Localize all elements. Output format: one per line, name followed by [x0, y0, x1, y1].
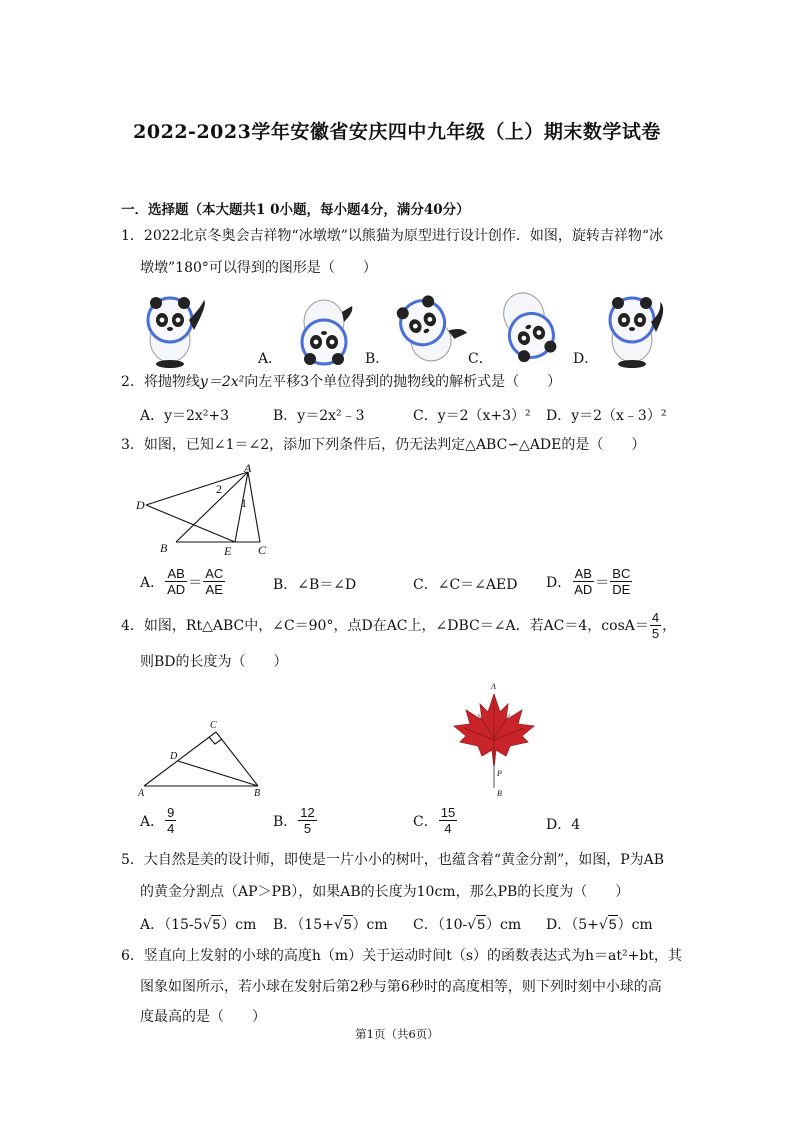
page-footer: 第1页（共6页）	[355, 1027, 439, 1041]
frac-den: 5	[303, 821, 312, 836]
q4-option-a[interactable]	[140, 805, 177, 836]
q5-option-tail: ）cm	[352, 917, 388, 933]
q5-option-a-text: A．（15-5	[140, 917, 203, 933]
q4-option-b-frac	[298, 805, 316, 836]
q2-stem	[121, 372, 561, 392]
sqrt-symbol: √	[467, 917, 477, 933]
q3-stem: 3．如图，已知∠1＝∠2，添加下列条件后，仍无法判定△ABC∽△ADE的是（ ）	[121, 437, 646, 453]
sqrt-radicand: 5	[212, 916, 221, 932]
frac-num: AB	[167, 566, 185, 581]
equals-sign: ＝	[595, 574, 610, 591]
q5-option-tail: ）cm	[617, 917, 653, 933]
q3-option-a-frac2	[203, 566, 225, 597]
q3-option-c[interactable]: C．∠C＝∠AED	[413, 577, 518, 593]
q3-label-e: E	[224, 544, 232, 558]
q2-expr: y＝2x²	[199, 374, 245, 390]
q6-line3: 度最高的是（ ）	[140, 1009, 266, 1025]
frac-num: 12	[300, 805, 315, 820]
q1-option-a[interactable]: A．	[258, 351, 283, 367]
section-heading: 一．选择题（本大题共1 0小题，每小题4分，满分40分）	[121, 202, 470, 218]
leaf-label-p: P	[497, 769, 502, 778]
q4-option-a-frac	[165, 805, 176, 836]
q2-option-a[interactable]: A．y＝2x²+3	[140, 408, 230, 424]
q1-option-b[interactable]: B．	[365, 351, 390, 367]
q3-option-a-frac1	[165, 566, 187, 597]
q4-cos-fraction	[650, 610, 661, 641]
leaf-label-a: A	[491, 682, 496, 691]
q3-option-d-label: D．	[546, 574, 572, 591]
frac-den: AE	[205, 582, 223, 597]
mascot-original-image	[134, 290, 214, 370]
frac-num: AB	[574, 566, 592, 581]
mascot-option-d-image	[596, 290, 676, 370]
q2-option-d[interactable]: D．y＝2（x﹣3）²	[546, 408, 667, 424]
q6-line1: 6．竖直向上发射的小球的高度h（m）关于运动时间t（s）的函数表达式为h＝at²+bt，其	[121, 948, 682, 964]
q1-line1: 1．2022北京冬奥会吉祥物“冰墩墩”以熊猫为原型进行设计创作．如图，旋转吉祥物“冰	[121, 228, 664, 244]
maple-leaf-figure	[448, 680, 540, 798]
q5-option-c[interactable]	[413, 914, 521, 934]
q3-option-a-label: A．	[140, 574, 165, 591]
sqrt-radicand: 5	[477, 916, 485, 932]
q2-stem-b: 向左平移3个单位得到的抛物线的解析式是（ ）	[244, 374, 562, 390]
mascot-option-c-image	[488, 284, 568, 368]
mascot-option-a-image	[284, 292, 364, 372]
q4-stem-line1	[121, 610, 676, 641]
equals-sign: ＝	[188, 574, 203, 591]
q4-stem1: 4．如图，Rt△ABC中，∠C＝90°，点D在AC上，∠DBC＝∠A．若AC＝4，cosA＝	[121, 617, 649, 634]
frac-num: 4	[651, 610, 660, 625]
q3-option-a[interactable]	[140, 566, 226, 597]
q4-option-b-label: B．	[273, 813, 298, 830]
frac-den: AD	[574, 582, 593, 597]
q4-stem-line2: 则BD的长度为（ ）	[140, 654, 288, 670]
frac-num: 9	[167, 805, 175, 820]
q5-option-d-text: D．（5+	[546, 917, 599, 933]
frac-den: DE	[612, 582, 631, 597]
frac-num: BC	[612, 566, 631, 581]
sqrt-radicand: 5	[608, 916, 617, 932]
q3-option-d-frac1	[572, 566, 594, 597]
frac-num: 15	[440, 805, 456, 820]
q5-line1: 5．大自然是美的设计师，即使是一片小小的树叶，也蕴含着“黄金分割”，如图，P为AB	[121, 852, 665, 868]
leaf-label-b: B	[497, 789, 502, 798]
sqrt-symbol: √	[333, 917, 343, 933]
q4-option-c-frac	[439, 805, 457, 836]
frac-den: 4	[444, 821, 452, 836]
q2-stem-a: 2．将抛物线	[121, 374, 200, 390]
q3-option-b[interactable]: B．∠B＝∠D	[273, 577, 357, 593]
q2-option-c[interactable]: C．y＝2（x+3）²	[413, 408, 531, 424]
q1-line2: 墩墩”180°可以得到的图形是（ ）	[140, 260, 377, 276]
q5-option-b-text: B．（15+	[273, 917, 334, 933]
q4-label-c: C	[210, 720, 217, 731]
sqrt-symbol: √	[598, 917, 608, 933]
q4-label-a: A	[138, 788, 145, 799]
q2-option-b[interactable]: B．y＝2x²﹣3	[273, 408, 365, 424]
q4-right-triangle-figure	[134, 716, 274, 800]
q4-comma: ，	[662, 617, 677, 634]
frac-den: AD	[167, 582, 186, 597]
page-title: 2022-2023学年安徽省安庆四中九年级（上）期末数学试卷	[133, 121, 661, 143]
q4-option-b[interactable]	[273, 805, 318, 836]
q4-option-d[interactable]: D．4	[546, 817, 581, 833]
frac-den: 5	[651, 626, 660, 641]
sqrt-symbol: √	[202, 917, 212, 933]
q5-option-a[interactable]	[140, 914, 256, 934]
q3-option-d[interactable]	[546, 566, 633, 597]
q3-label-d: D	[136, 498, 145, 512]
q1-option-c[interactable]: C．	[468, 351, 493, 367]
q3-label-a: A	[244, 462, 252, 475]
q3-triangle-figure	[134, 462, 284, 560]
q5-option-c-text: C．（10-	[413, 917, 468, 933]
q3-label-b: B	[160, 541, 168, 555]
q4-option-a-label: A．	[140, 813, 165, 830]
q5-option-tail: ）cm	[221, 917, 257, 933]
sqrt-radicand: 5	[343, 916, 352, 932]
q3-label-1: 1	[241, 496, 247, 510]
q5-option-b[interactable]	[273, 914, 388, 934]
q4-label-d: D	[170, 751, 178, 762]
q4-option-c[interactable]	[413, 805, 458, 836]
q1-option-d[interactable]: D．	[573, 351, 599, 367]
q5-option-d[interactable]	[546, 914, 653, 934]
q4-label-b: B	[254, 788, 261, 799]
mascot-option-b-image	[384, 290, 468, 370]
q5-line2: 的黄金分割点（AP＞PB），如果AB的长度为10cm，那么PB的长度为（ ）	[140, 884, 630, 900]
frac-den: 4	[167, 821, 175, 836]
q6-line2: 图象如图所示，若小球在发射后第2秒与第6秒时的高度相等，则下列时刻中小球的高	[140, 979, 662, 995]
q3-option-d-frac2	[610, 566, 632, 597]
q3-label-2: 2	[216, 482, 222, 496]
frac-num: AC	[205, 566, 224, 581]
q3-label-c: C	[258, 543, 267, 557]
q5-option-tail: ）cm	[485, 917, 522, 933]
q4-option-c-label: C．	[413, 813, 438, 830]
